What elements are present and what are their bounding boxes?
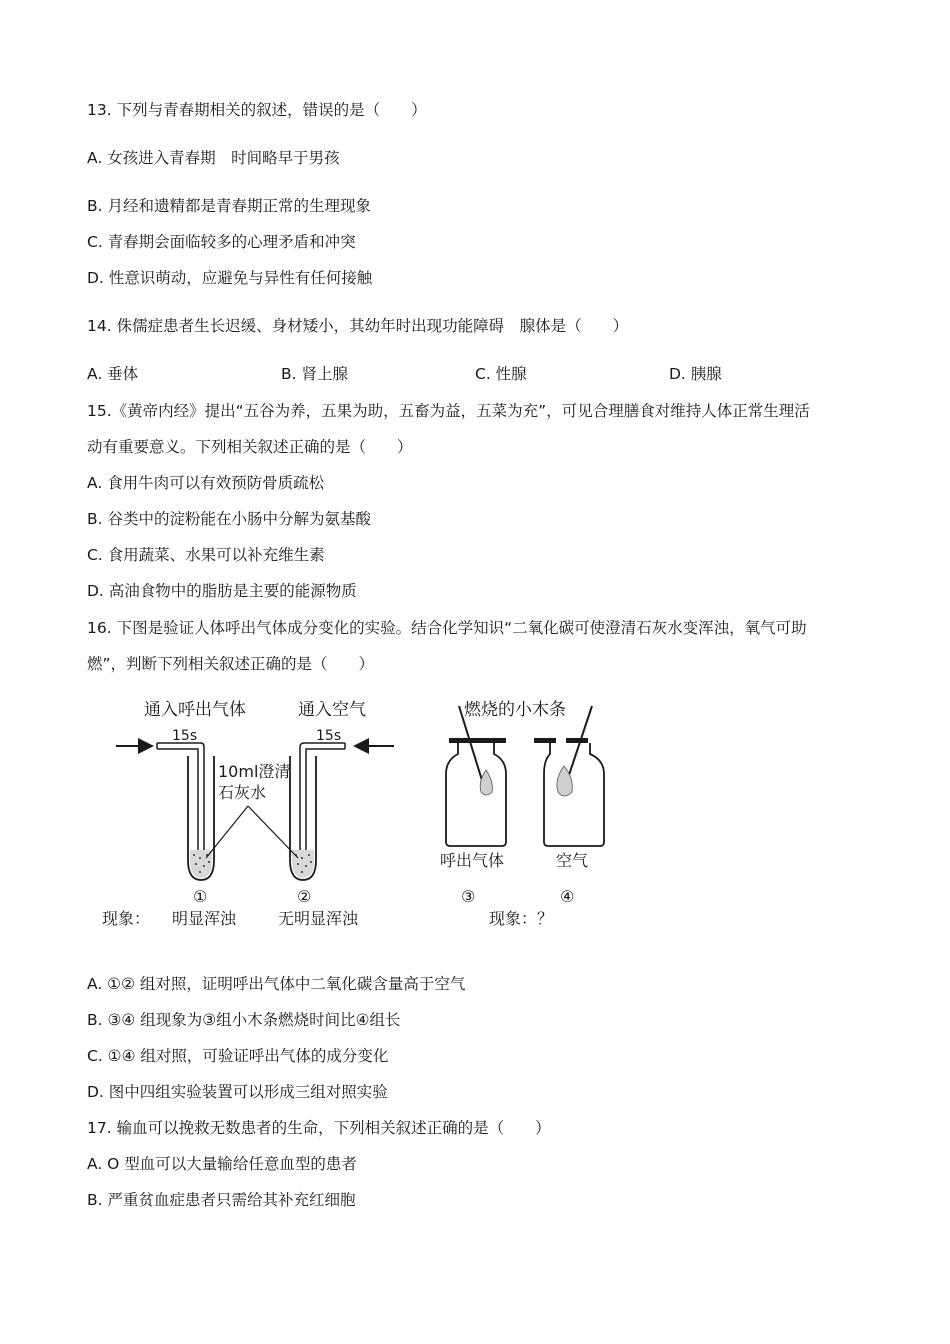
bottle-3-label: 呼出气体	[440, 851, 505, 870]
q16-option-c: C. ①④ 组对照，可验证呼出气体的成分变化	[87, 1047, 389, 1065]
bottle-number-3: ③	[461, 887, 476, 906]
limewater-label-line2: 石灰水	[218, 783, 267, 802]
q13-option-a: A. 女孩进入青春期 时间略早于男孩	[87, 149, 340, 167]
label-burning-stick: 燃烧的小木条	[464, 700, 566, 720]
q16-stem-line2: 燃”，判断下列相关叙述正确的是（ ）	[87, 655, 375, 673]
q13-option-c: C. 青春期会面临较多的心理矛盾和冲突	[87, 233, 356, 251]
bottle-4-lid-right	[566, 738, 588, 743]
bottle-4-label: 空气	[556, 851, 589, 870]
bottle-number-4: ④	[560, 887, 575, 906]
q17-stem: 17. 输血可以挽救无数患者的生命，下列相关叙述正确的是（ ）	[87, 1119, 551, 1137]
phenomenon-label-right: 现象：？	[489, 909, 554, 928]
time-label-1: 15s	[172, 728, 198, 744]
limewater-label-line1: 10ml澄清	[218, 762, 291, 781]
time-label-2: 15s	[316, 728, 342, 744]
q16-option-d: D. 图中四组实验装置可以形成三组对照实验	[87, 1083, 388, 1101]
q16-stem-line1: 16. 下图是验证人体呼出气体成分变化的实验。结合化学知识“二氧化碳可使澄清石灰水变浑浊，氧气可助	[87, 619, 807, 637]
q15-option-d: D. 高油食物中的脂肪是主要的能源物质	[87, 582, 357, 600]
result-tube-1: 明显浑浊	[172, 909, 237, 928]
q14-option-b: B. 肾上腺	[281, 365, 348, 383]
bottle-3-lid	[449, 738, 506, 743]
result-tube-2: 无明显浑浊	[278, 909, 359, 928]
q17-option-b: B. 严重贫血症患者只需给其补充红细胞	[87, 1191, 356, 1209]
bottle-4-lid-left	[534, 738, 556, 743]
q15-option-c: C. 食用蔬菜、水果可以补充维生素	[87, 546, 325, 564]
label-air-in: 通入空气	[298, 700, 366, 720]
label-exhaled-in: 通入呼出气体	[144, 700, 246, 720]
q16-option-a: A. ①② 组对照，证明呼出气体中二氧化碳含量高于空气	[87, 975, 466, 993]
q16-option-b: B. ③④ 组现象为③组小木条燃烧时间比④组长	[87, 1011, 401, 1029]
q17-option-a: A. O 型血可以大量输给任意血型的患者	[87, 1155, 357, 1173]
q13-stem: 13. 下列与青春期相关的叙述，错误的是（ ）	[87, 101, 427, 119]
q15-option-b: B. 谷类中的淀粉能在小肠中分解为氨基酸	[87, 510, 371, 528]
q13-option-b: B. 月经和遗精都是青春期正常的生理现象	[87, 197, 371, 215]
tube-number-1: ①	[193, 887, 208, 906]
experiment-figure	[100, 690, 620, 940]
phenomenon-label-left: 现象：	[102, 909, 151, 928]
q14-stem: 14. 侏儒症患者生长迟缓、身材矮小，其幼年时出现功能障碍 腺体是（ ）	[87, 317, 629, 335]
q14-option-d: D. 胰腺	[669, 365, 722, 383]
tube-number-2: ②	[297, 887, 312, 906]
q13-option-d: D. 性意识萌动，应避免与异性有任何接触	[87, 269, 373, 287]
flame-3-icon	[480, 770, 492, 795]
pipe-tube-1	[157, 743, 204, 858]
q14-option-a: A. 垂体	[87, 365, 139, 383]
q15-stem-line1: 15.《黄帝内经》提出“五谷为养，五果为助，五畜为益，五菜为充”，可见合理膳食对维持人体正常生理活	[87, 402, 810, 420]
q14-option-c: C. 性腺	[475, 365, 527, 383]
q15-option-a: A. 食用牛肉可以有效预防骨质疏松	[87, 474, 325, 492]
q15-stem-line2: 动有重要意义。下列相关叙述正确的是（ ）	[87, 438, 413, 456]
